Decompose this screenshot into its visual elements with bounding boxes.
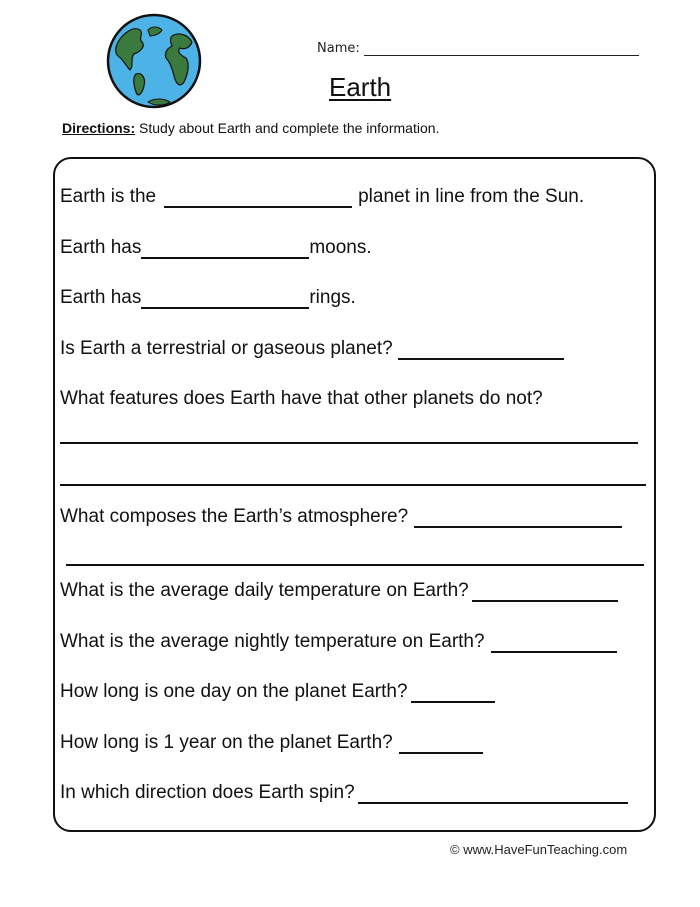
question-2 <box>60 237 372 259</box>
answer-blank[interactable] <box>398 340 564 360</box>
question-text: Is Earth a terrestrial or gaseous planet? <box>60 338 393 359</box>
answer-line[interactable] <box>66 564 644 566</box>
question-text-after: planet in line from the Sun. <box>358 186 585 207</box>
directions <box>62 120 439 136</box>
question-5 <box>60 388 543 410</box>
answer-line[interactable] <box>60 484 646 486</box>
answer-blank[interactable] <box>358 784 628 804</box>
question-text: In which direction does Earth spin? <box>60 782 355 803</box>
answer-blank[interactable] <box>141 289 309 309</box>
name-field[interactable] <box>317 41 639 56</box>
question-text: What features does Earth have that other planets do not? <box>60 388 543 409</box>
question-text-after: rings. <box>309 287 356 308</box>
answer-line[interactable] <box>60 442 638 444</box>
question-text: How long is one day on the planet Earth? <box>60 681 408 702</box>
earth-globe-icon <box>104 12 204 110</box>
answer-blank[interactable] <box>411 683 495 703</box>
answer-blank[interactable] <box>414 508 622 528</box>
question-4 <box>60 338 564 360</box>
name-label: Name: <box>317 41 360 56</box>
question-7 <box>60 580 618 602</box>
answer-blank[interactable] <box>164 188 352 208</box>
question-text: Earth has <box>60 237 142 258</box>
directions-label: Directions: <box>62 120 136 136</box>
answer-blank[interactable] <box>472 582 618 602</box>
question-text: Earth has <box>60 287 142 308</box>
directions-text: Study about Earth and complete the information. <box>135 120 440 136</box>
question-6 <box>60 506 622 528</box>
question-text-after: moons. <box>309 237 372 258</box>
question-1 <box>60 186 584 208</box>
question-text: How long is 1 year on the planet Earth? <box>60 732 393 753</box>
answer-blank[interactable] <box>399 734 483 754</box>
question-text: What composes the Earth’s atmosphere? <box>60 506 409 527</box>
copyright-footer: © www.HaveFunTeaching.com <box>450 842 628 857</box>
question-9 <box>60 681 495 703</box>
page-title: Earth <box>329 72 392 102</box>
question-3 <box>60 287 356 309</box>
question-text: What is the average nightly temperature on Earth? <box>60 631 485 652</box>
question-text: Earth is the <box>60 186 157 207</box>
answer-blank[interactable] <box>491 633 617 653</box>
question-text: What is the average daily temperature on Earth? <box>60 580 469 601</box>
name-blank[interactable] <box>364 41 639 56</box>
answer-blank[interactable] <box>141 239 309 259</box>
question-11 <box>60 782 628 804</box>
question-8 <box>60 631 617 653</box>
question-10 <box>60 732 483 754</box>
